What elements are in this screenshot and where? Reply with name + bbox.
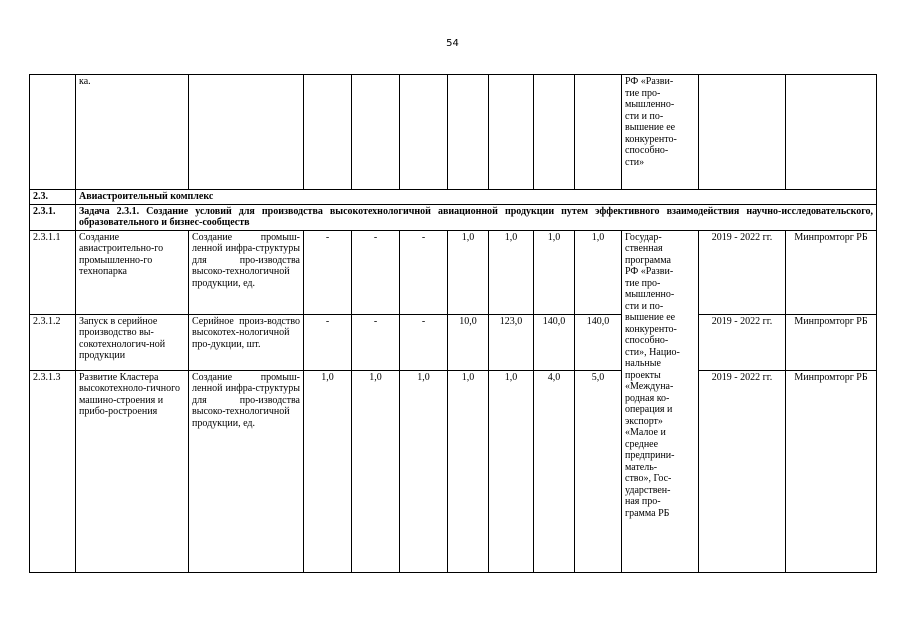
row-value: 140,0 <box>534 314 575 370</box>
row-value: - <box>352 230 400 314</box>
row-code: 2.3.1.3 <box>30 370 76 572</box>
row-value: 1,0 <box>489 230 534 314</box>
row-period: 2019 - 2022 гг. <box>699 230 786 314</box>
task-row <box>30 204 877 230</box>
row-value: 1,0 <box>400 370 448 572</box>
row-indicator: Серийное произ-водство высокотех-нологичной про-дукции, шт. <box>189 314 304 370</box>
table-row <box>30 230 877 314</box>
table-row <box>30 314 877 370</box>
row-indicator: Создание промыш-ленной инфра-структуры для про-изводства высоко-технологичной продукции, ед. <box>189 370 304 572</box>
row-name: Создание авиастроительно-го промышленно-го технопарка <box>76 230 189 314</box>
row-value: 10,0 <box>448 314 489 370</box>
row-executor: Минпромторг РБ <box>786 370 877 572</box>
task-code: 2.3.1. <box>30 204 76 230</box>
row-name: Развитие Кластера высокотехноло-гичного машино-строения и прибо-ростроения <box>76 370 189 572</box>
row-value: 1,0 <box>575 230 622 314</box>
cont-title-cell: ка. <box>76 75 189 190</box>
row-code: 2.3.1.2 <box>30 314 76 370</box>
row-value: - <box>304 314 352 370</box>
section-code: 2.3. <box>30 190 76 205</box>
row-value: - <box>400 230 448 314</box>
row-value: 1,0 <box>534 230 575 314</box>
row-period: 2019 - 2022 гг. <box>699 314 786 370</box>
program-merged-cell: Государ- ственная программа РФ «Разви- тие про- мышленно- сти и по- вышение ее конкуренто- способно- сти», Нацио- нальные проекты «Междуна- родная ко- операция и экспорт» «Малое и среднее предприни- матель- ство», Гос- ударствен- ная про- грамма РБ <box>622 230 699 572</box>
table-row <box>30 370 877 572</box>
cont-program-cell: РФ «Разви- тие про- мышленно- сти и по- вышение ее конкуренто- способно- сти» <box>622 75 699 190</box>
row-period: 2019 - 2022 гг. <box>699 370 786 572</box>
row-value: 123,0 <box>489 314 534 370</box>
row-name: Запуск в серийное производство вы-сокотехнологич-ной продукции <box>76 314 189 370</box>
page-number: 54 <box>446 38 459 49</box>
row-executor: Минпромторг РБ <box>786 314 877 370</box>
continuation-row <box>30 75 877 190</box>
row-code: 2.3.1.1 <box>30 230 76 314</box>
cont-code-cell <box>30 75 76 190</box>
row-value: 1,0 <box>304 370 352 572</box>
cont-indicator-cell <box>189 75 304 190</box>
row-value: - <box>304 230 352 314</box>
program-table <box>29 74 877 573</box>
row-value: 4,0 <box>534 370 575 572</box>
row-value: 5,0 <box>575 370 622 572</box>
row-value: 140,0 <box>575 314 622 370</box>
row-value: 1,0 <box>448 370 489 572</box>
section-row <box>30 190 877 205</box>
row-indicator: Создание промыш-ленной инфра-структуры для про-изводства высоко-технологичной продукции, ед. <box>189 230 304 314</box>
section-title: Авиастроительный комплекс <box>76 190 877 205</box>
row-value: 1,0 <box>489 370 534 572</box>
row-value: - <box>400 314 448 370</box>
task-text: Задача 2.3.1. Создание условий для производства высокотехнологичной авиационной продукции путем эффективного взаимодействия научно-исследовательского, образовательного и бизнес-сообществ <box>76 204 877 230</box>
row-value: 1,0 <box>352 370 400 572</box>
row-value: - <box>352 314 400 370</box>
row-value: 1,0 <box>448 230 489 314</box>
row-executor: Минпромторг РБ <box>786 230 877 314</box>
